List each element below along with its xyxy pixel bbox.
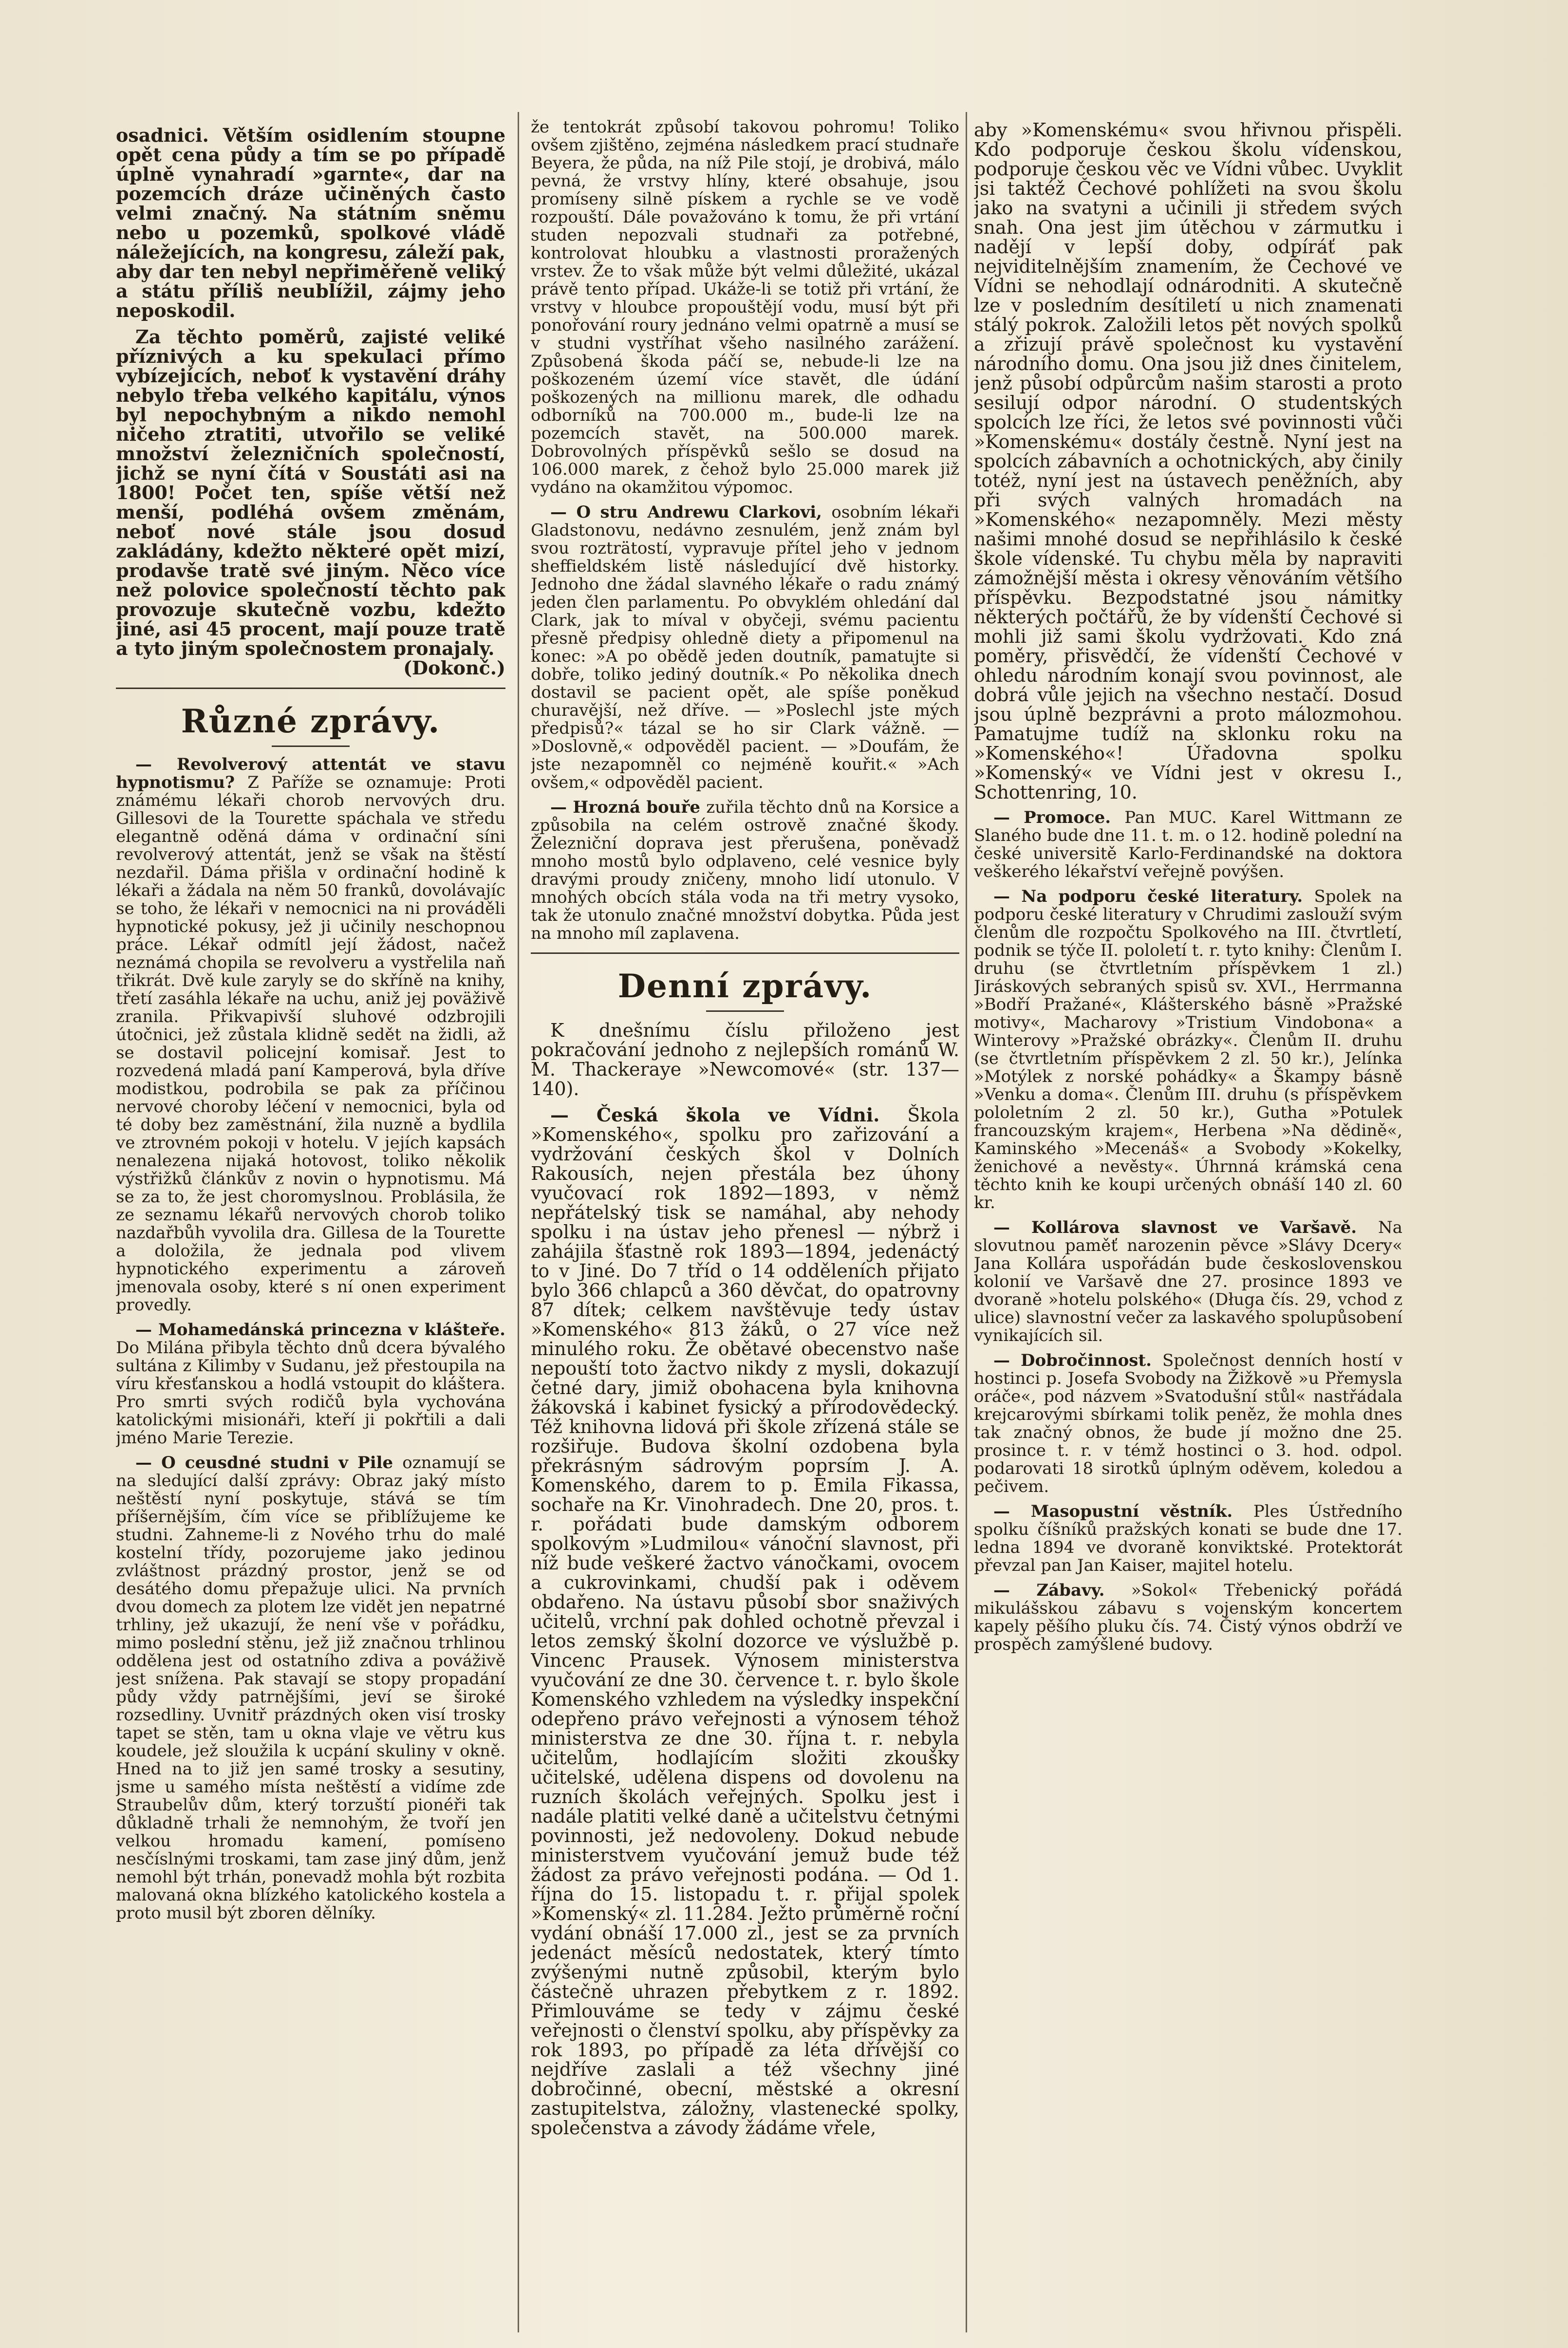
news-item	[116, 1321, 505, 1447]
news-item-body: Pan MUC. Karel Wittmann ze Slaného bude dne 11. t. m. o 12. hodině polední na české universitě Karlo-Ferdinandské na doktora veškerého lékařství veřejně povýšen.	[974, 808, 1402, 881]
column-right	[974, 0, 1402, 2348]
news-item	[974, 1352, 1402, 1496]
news-item-title: — Na podporu české literatury.	[993, 887, 1314, 906]
news-item	[974, 888, 1402, 1212]
column-left	[116, 0, 505, 2348]
news-item-title: — Hrozná bouře	[550, 798, 707, 817]
news-item-title: — Česká škola ve Vídni.	[550, 1104, 908, 1126]
news-item-title: — Zábavy.	[993, 1581, 1131, 1600]
news-item-body: Spolek na podporu české literatury v Chrudimi zaslouží svým členům dle rozpočtu Spolkového na III. čtvrtletí, podnik se týče II. pololetí t. r. tyto knihy: Členům I. druhu (se čtvrtletním příspěvkem 1 zl.) Jiráskových sebraných spisů sv. XVI., Herrmanna »Bodří Pražané«, Klášterského básně »Pražské motivy«, Macharovy »Tristium Vindobona« a Winterovy »Pražské obrázky«. Členům II. druhu (se čtvrtletním příspěvkem 2 zl. 50 kr.), Jelínka »Motýlek z norské pohádky« a Škampy básně »Venku a doma«. Členům III. druhu (s příspěvkem pololetním 2 zl. 50 kr.), Gutha »Potulek francouzským krajem«, Herbena »Na dědině«, Kaminského »Mecenáš« a Svobody »Kokelky, ženichové a nevěsty«. Úhrnná krámská cena těchto knih ke koupi určených obnáší 140 zl. 60 kr.	[974, 887, 1402, 1212]
column-middle	[531, 0, 959, 2348]
news-item	[531, 503, 959, 792]
news-item-body: Škola »Komenského«, spolku pro zařizování a vydržování českých škol v Dolních Rakousích, nejen přestála bez úhony vyučovací rok 1892—1893, v němž nepřátelský tisk se namáhal, aby nehody spolku i na ústav jeho přenesl — nýbrž i zahájila šťastně rok 1893—1894, jedenáctý to v Jiné. Do 7 tříd o 14 odděleních přijato bylo 366 chlapců a 360 děvčat, do opatrovny 87 dítek; celkem navštěvuje tedy ústav »Komenského« 813 žáků, o 27 více než minulého roku. Že obětavé obecenstvo naše nepouští toto žactvo nikdy z mysli, dokazují četné dary, jimiž obohacena byla knihovna žákovská i kabinet fysický a přírodovědecký. Též knihovna lidová při škole zřízená stále se rozšiřuje. Budova školní ozdobena byla překrásným sádrovým poprsím J. A. Komenského, darem to p. Emila Fikassa, sochaře na Kr. Vinohradech. Dne 20, pros. t. r. pořádati bude damským odborem spolkovým »Ludmilou« vánoční slavnost, při níž bude veškeré žactvo vánočkami, ovocem a cukrovinkami, chudší pak i oděvem obdařeno. Na ústavu působí sbor snaživých učitelů, vrchní pak dohled ochotně převzal i letos zemský školní dozorce ve výslužbě p. Vincenc Prausek. Výnosem ministerstva vyučování ze dne 30. července t. r. bylo škole Komenského vzhledem na výsledky inspekční odepřeno právo veřejnosti a výnosem téhož ministerstva ze dne 30. října t. r. nebyla učitelům, hodlajícím složiti zkoušky učitelské, udělena dispens od dovolenu na ruzních školách veřejných. Spolku jest i nadále platiti velké daně a učitelstvu četnými povinnosti, jež nedovoleny. Dokud nebude ministerstvem vyučování jemuž bude též žádost za právo veřejnosti podána. — Od 1. října do 15. listopadu t. r. přijal spolek »Komenský« zl. 11.284. Ježto průměrně roční vydání obnáší 17.000 zl., jest se za prvních jedenáct měsíců nedostatek, který tímto zvýšenými nutně způsobil, kterým bylo částečně uhrazen přebytkem z r. 1892. Přimlouváme se tedy v zájmu české veřejnosti o členství spolku, aby příspěvky za rok 1893, po případě za léta dřívější co nejdříve zaslali a též všechny jiné dobročinné, obecní, městské a okresní zastupitelstva, záložny, vlastenecké spolky, společenstva a závody žádáme vřele,	[531, 1104, 959, 2139]
news-item	[974, 809, 1402, 881]
news-item-body: Na slovutnou paměť narozenin pěvce »Slávy Dcery« Jana Kollára uspořádán bude československou kolonií ve Varšavě dne 27. prosince 1893 ve dvoraně »hotelu polského« (Długa čís. 29, vchod z ulice) slavnostní večer za laskavého spolupůsobení vynikajících sil.	[974, 1218, 1402, 1345]
news-item-title: — Promoce.	[993, 808, 1125, 827]
article-paragraph: osadnici. Větším osidlením stoupne opět cena půdy a tím se po případě úplně vynahradí »garnte«, dar na pozemcích dráze učiněných často velmi značný. Na státním sněmu nebo u pozemků, spolkové vládě náležejících, na kongresu, záleží pak, aby dar ten nebyl nepřiměřeně veliký a státu příliš neublížil, zájmy jeho neposkodil.	[116, 124, 505, 321]
article-paragraph: Za těchto poměrů, zajisté veliké příznivých a ku spekulaci přímo vybízejících, neboť k vystavění dráhy nebylo třeba velkého kapitálu, výnos byl nepochybným a nikdo nemohl ničeho ztratiti, utvořilo se veliké množství železničních společností, jichž se nyní čítá v Soustáti asi na 1800! Počet ten, spíše větší než menší, podléhá ovšem změnám, neboť nové stále jsou dosud zakládány, kdežto některé opět mizí, prodavše tratě své jiným. Něco více než polovice společností těchto pak provozuje skutečně vozbu, kdežto jiné, asi 45 procent, mají pouze tratě a tyto jiným společnostem pronajaly.	[116, 326, 505, 659]
news-item-body: zuřila těchto dnů na Korsice a způsobila na celém ostrově značné škody. Železniční doprava jest přerušena, poněvadž mnoho mostů bylo odplaveno, celé vesnice byly dravými proudy zničeny, mnoho lidí utonulo. V mnohých obcích stála voda na tři metry vysoko, tak že utonulo značné množství dobytka. Půda jest na mnoho míl zaplavena.	[531, 798, 959, 943]
article-paragraph: že tentokrát způsobí takovou pohromu! Toliko ovšem zjištěno, zejména následkem prací studnaře Beyera, že půda, na níž Pile stojí, je drobivá, málo pevná, že vrstvy hlíny, které obsahuje, jsou promíseny silně pískem a rychle se ve vodě rozpouští. Dále považováno k tomu, že při vrtání studen nepozvali studnaři za potřebné, kontrolovat hloubku a vlastnosti proražených vrstev. Že to však může být velmi důležité, ukázal právě tento případ. Ukáže-li se totiž při vrtání, že vrstvy v hloubce propouštějí vodu, musí být při ponořování roury jednáno velmi opatrně a musí se v studni vystříhat všeho nasilného zarážení. Způsobená škoda páčí se, nebude-li lze na poškozeném území více stavět, dle údání poškozených na millionu marek, dle odhadu odborníků na 700.000 m., bude-li lze na pozemcích stavět, na 500.000 marek. Dobrovolných příspěvků sešlo se dosud na 106.000 marek, z čehož bylo 25.000 marek již vydáno na okamžitou výpomoc.	[531, 117, 959, 497]
section-heading: Denní zprávy.	[531, 967, 959, 1012]
news-item-title: — Masopustní věstník.	[993, 1502, 1253, 1521]
news-item-body: Do Milána přibyla těchto dnů dcera bývalého sultána z Kilimby v Sudanu, jež přestoupila na víru křesťanskou a hodlá vstoupit do kláštera. Pro smrti svých rodičů byla vychována katolickými misionáři, kteří ji pokřtili a dali jméno Marie Terezie.	[116, 1338, 505, 1448]
column-rule	[518, 112, 519, 2332]
news-item	[974, 1219, 1402, 1345]
news-item-body: Z Paříže se oznamuje: Proti známému lékaři chorob nervových dru. Gillesovi de la Tourette spáchala ve středu elegantně oděná dáma v ordinační síni revolverový attentát, jenž se však na štěstí nezdařil. Dáma přišla v ordinační hodině k lékaři a žádala na něm 50 franků, dovolávajíc se toho, že lékaři v nemocnici na ni prováděli hypnotické pokusy, jež ji učinily neschopnou práce. Lékař odmítl její žádost, načež neznámá chopila se revolveru a vystřelila naň třikrát. Dvě kule zaryly se do skříně na knihy, třetí zasáhla lékaře na uchu, aniž jej poväživě zranila. Přikvapivší sluhové odzbrojili útočnici, jež zůstala klidně sedět na židli, až se dostavil policejní komisař. Jest to rozvedená mladá paní Kamperová, byla dříve modistkou, podrobila se pak za příčinou nervové choroby léčení v nemocnici, byla od té doby bez zaměstnání, žila nuzně a bydlila ve ztrovném pokoji v hotelu. V jejích kapsách nenalezena nijaká hotovost, toliko několik výstřižků článkův z novin o hypnotismu. Má se za to, že jest choromyslnou. Problásila, že ze seznamu lékařů nervových chorob toliko nazdařbůh vyvolila dra. Gillesa de la Tourette a doložila, že jednala pod vlivem hypnotického experimentu a zároveň jmenovala osoby, které s ní onen experiment provedly.	[116, 773, 505, 1315]
news-item-body: Ples Ústředního spolku číšníků pražských konati se bude dne 17. ledna 1894 ve dvoraně konviktské. Protektorát převzal pan Jan Kaiser, majitel hotelu.	[974, 1502, 1402, 1575]
news-item-title: — Revolverový attentát ve stavu hypnotismu?	[116, 755, 505, 792]
news-item-body: oznamují se na sledující další zprávy: Obraz jaký místo neštěstí nyní poskytuje, stává se tím příšernějším, čím více se přiblížujeme ke studni. Zahneme-li z Nového trhu do malé kostelní třídy, pozorujeme jako jedinou zvláštnost prázdný prostor, jenž se od desátého domu přepažuje ulici. Na prvních dvou domech za plotem lze vidět jen nepatrné trhliny, jež ukazují, že není vše v pořádku, mimo poslední stěnu, jež již značnou trhlinou oddělena jest od ostatního zdiva a pováživě jest snížena. Pak stavají se stopy propadání půdy vždy patrnějšími, jeví se široké rozsedliny. Uvnitř prázdných oken visí trosky tapet se stěn, tam u okna vlaje ve větru kus koudele, jež sloužila k ucpání skuliny v okně. Hned na to již jen samé trosky a sesutiny, jsme u samého místa neštěstí a vidíme zde Straubelův dům, který torzuští pionéři tak důkladně trhali že nemnohým, že tvoří jen velkou hromadu kamení, pomíseno nesčíslnými troskami, tam zase jiný dům, jenž nemohl být trhán, ponevadž mohla být rozbita malovaná okna blízkého katolického kostela a proto musil být zboren dělníky.	[116, 1453, 505, 1923]
divider	[531, 952, 959, 954]
news-item-title: — Dobročinnost.	[993, 1351, 1162, 1370]
news-item-title: — Kollárova slavnost ve Varšavě.	[993, 1218, 1378, 1237]
news-item-body: osobním lékaři Gladstonovu, nedávno zesnulém, jenž znám byl svou rozträtostí, vypravuje přítel jeho v jednom sheffieldském listě následující dvě historky. Jednoho dne žádal slavného lékaře o radu známý jeden člen parlamentu. Po obvyklém ohledání dal Clark, jak to míval v obyčeji, svému pacientu přesně předpisy ohledně diety a připomenul na konec: »A po obědě jeden doutník, pamatujte si dobře, toliko jediný doutník.« Po několika dnech dostavil se pacient opět, ale spíše poněkud churavější, než dříve. — »Poslechl jste mých předpisů?« tázal se ho sir Clark vážně. — »Doslovně,« odpověděl pacient. — »Doufám, že jste nezapomněl co nejméně kouřit.« »Ach ovšem,« odpověděl pacient.	[531, 503, 959, 792]
news-intro: K dnešnímu číslu přiloženo jest pokračování jednoho z nejlepších románů W. M. Thackeraye »Newcomové« (str. 137—140).	[531, 1020, 959, 1099]
news-item	[974, 1582, 1402, 1654]
column-rule	[966, 112, 967, 2332]
news-item	[531, 799, 959, 943]
news-item	[116, 1454, 505, 1922]
news-item	[531, 1105, 959, 2138]
news-item-body: »Sokol« Třebenický pořádá mikulášskou zábavu s vojenským koncertem kapely pěšího pluku čís. 74. Čistý výnos obdrží ve prospěch zamýšlené budovy.	[974, 1581, 1402, 1654]
news-item-body: Společnost denních hostí v hostinci p. Josefa Svobody na Žižkově »u Přemysla oráče«, pod názvem »Svatodušní stůl« nastřádala krejcarovými sbírkami tolik peněz, že mohla dnes tak značný obnos, že bude jí možno dne 25. prosince t. r. v témž hostinci o 3. hod. odpol. podarovati 18 sirotků úplným oděvem, koledou a pečivem.	[974, 1351, 1402, 1496]
article-paragraph: aby »Komenskému« svou hřivnou přispěli. Kdo podporuje českou školu vídenskou, podporuje českou věc ve Vídni vůbec. Uvyklit jsi taktéž Čechové pohlížeti na svou školu jako na svatyni a učinili ji středem svých snah. Ona jest jim útěchou v zármutku i nadějí v lepší doby, odpíráť pak nejviditelnějším znamením, že Čechové ve Vídni se nehodlají odnárodniti. A skutečně lze v posledním desítiletí u nich znamenati stálý pokrok. Založili letos pět nových spolků a zřizují právě společnost ku vystavění národního domu. Ona jsou již dnes činitelem, jenž působí odpůrcům našim starosti a proto sesilují odpor národní. O studentských spolcích lze říci, že letos své povinnosti vůči »Komenskému« dostály čestně. Nyní jest na spolcích zábavních a ochotnických, aby činily totéž, nyní jest na ústavech peněžních, aby při svých valných hromadách na »Komenského« nezapomněly. Mezi městy našimi mnohé dosud se nepřihlásilo k české škole vídenské. Tu chybu měla by napraviti zámožnější města i okresy věnováním většího příspěvku. Bezpodstatné jsou námitky některých počtářů, že by vídenští Čechové si mohli již sami školu vydržovati. Kdo zná poměry, přisvědčí, že vídenští Čechové v ohledu národním konají svou povinnost, ale dobrá vůle jejich na všechno nestačí. Dosud jsou úplně bezprávni a proto málozmohou. Pamatujme tudíž na sklonku roku na »Komenského«! Úřadovna spolku »Komenský« ve Vídni jest v okresu I., Schottenring, 10.	[974, 119, 1402, 803]
news-item	[974, 1503, 1402, 1575]
divider	[116, 688, 505, 689]
news-item-title: — O ceusdné studni v Pile	[135, 1453, 403, 1472]
news-item-title: — O stru Andrewu Clarkovi,	[550, 503, 832, 522]
news-item-title: — Mohamedánská princezna v klášteře.	[135, 1320, 505, 1340]
section-heading: Různé zprávy.	[116, 702, 505, 747]
news-item	[116, 756, 505, 1314]
article-signature: (Dokonč.)	[403, 657, 505, 679]
